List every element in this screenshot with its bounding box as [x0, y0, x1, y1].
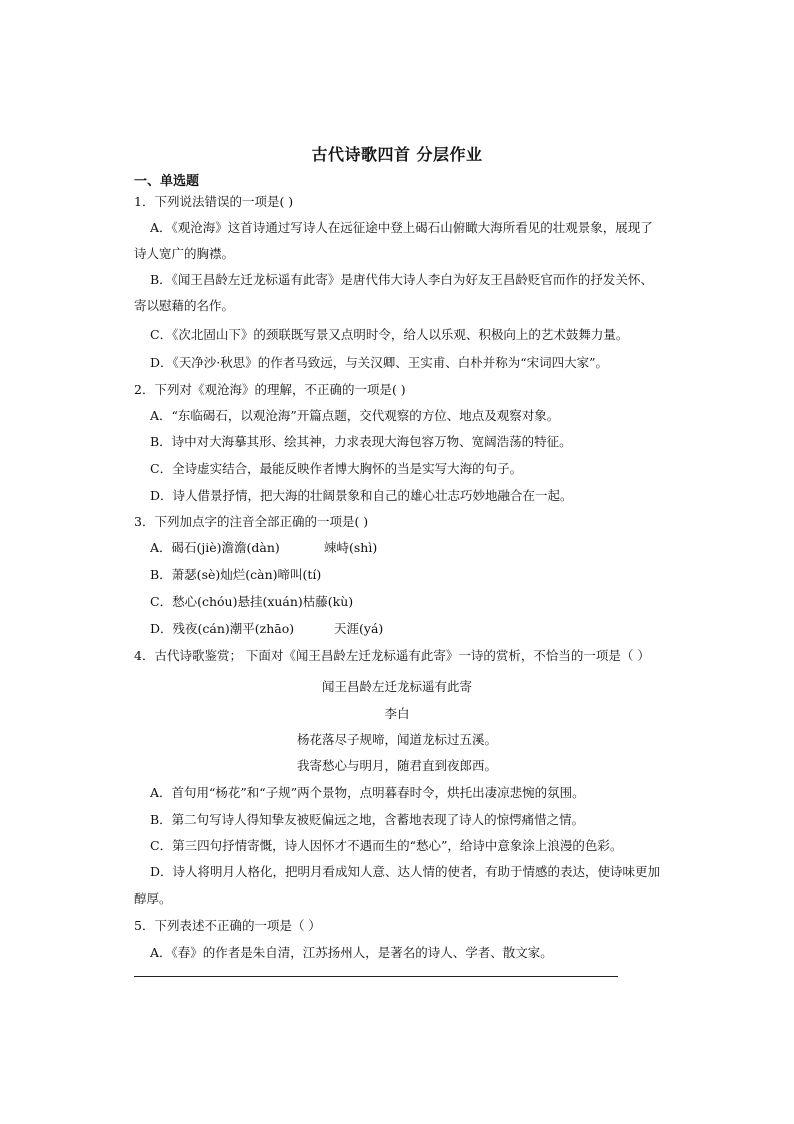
question-4-option-d: D．诗人将明月人格化，把明月看成知人意、达人情的使者，有助于情感的表达，使诗味更加 — [150, 864, 661, 879]
question-4-option-c: C．第三四句抒情寄慨，诗人因怀才不遇而生的“愁心”，给诗中意象涂上浪漫的色彩。 — [150, 838, 623, 853]
question-1-option-c: C．《次北固山下》的颈联既写景又点明时令，给人以乐观、积极向上的艺术鼓舞力量。 — [150, 327, 629, 342]
question-3-option-a-extra: 竦峙(shì) — [324, 540, 378, 555]
question-4-option-b: B．第二句写诗人得知挚友被贬偏远之地，含蓄地表现了诗人的惊愕痛惜之情。 — [150, 812, 585, 827]
question-2-option-d: D．诗人借景抒情，把大海的壮阔景象和自己的雄心壮志巧妙地融合在一起。 — [150, 488, 573, 503]
question-1-option-b-cont: 寄以慰藉的名作。 — [134, 298, 235, 313]
question-1-stem: 1．下列说法错误的一项是( ) — [134, 194, 294, 209]
question-5-stem: 5．下列表述不正确的一项是（ ） — [134, 918, 321, 933]
question-4-stem: 4．古代诗歌鉴赏； 下面对《闻王昌龄左迁龙标遥有此寄》一诗的赏析，不恰当的一项是（ ） — [134, 648, 650, 663]
question-3-option-d-extra: 天涯(yá) — [334, 621, 384, 636]
question-3-option-d: D．残夜(cán)潮平(zhāo) — [150, 621, 295, 636]
question-1-option-a-cont: 诗人宽广的胸襟。 — [134, 246, 235, 261]
page-title: 古代诗歌四首 分层作业 — [311, 145, 483, 164]
question-3-option-c: C．愁心(chóu)悬挂(xuán)枯藤(kù) — [150, 594, 354, 609]
question-2-stem: 2．下列对《观沧海》的理解，不正确的一项是( ) — [134, 382, 406, 397]
question-4-option-a: A．首句用“杨花”和“子规”两个景物，点明暮春时令，烘托出凄凉悲惋的氛围。 — [150, 785, 585, 800]
page-bottom-rule — [134, 976, 618, 977]
section-heading: 一、单选题 — [134, 174, 200, 189]
question-3-stem: 3．下列加点字的注音全部正确的一项是( ) — [134, 514, 369, 529]
question-2-option-a: A．“东临碣石，以观沧海”开篇点题，交代观察的方位、地点及观察对象。 — [150, 408, 560, 423]
poem-author: 李白 — [384, 706, 410, 721]
question-1-option-d: D．《天净沙·秋思》的作者马致远，与关汉卿、王实甫、白朴并称为“宋词四大家”。 — [150, 355, 609, 370]
question-1-option-b: B．《闻王昌龄左迁龙标遥有此寄》是唐代伟大诗人李白为好友王昌龄贬官而作的抒发关怀、 — [150, 272, 653, 287]
poem-line-2: 我寄愁心与明月，随君直到夜郎西。 — [296, 758, 497, 773]
question-3-option-b: B．萧瑟(sè)灿烂(càn)啼叫(tí) — [150, 567, 322, 582]
question-1-option-a: A．《观沧海》这首诗通过写诗人在远征途中登上碣石山俯瞰大海所看见的壮观景象，展现了 — [150, 220, 653, 235]
poem-line-1: 杨花落尽子规啼，闻道龙标过五溪。 — [296, 732, 497, 747]
question-2-option-b: B．诗中对大海摹其形、绘其神，力求表现大海包容万物、宽阔浩荡的特征。 — [150, 434, 572, 449]
poem-title: 闻王昌龄左迁龙标遥有此寄 — [321, 679, 472, 694]
question-3-option-a: A．碣石(jiè)澹澹(dàn) — [150, 540, 280, 555]
question-5-option-a: A．《春》的作者是朱自清，江苏扬州人，是著名的诗人、学者、散文家。 — [150, 945, 553, 960]
question-2-option-c: C．全诗虚实结合，最能反映作者博大胸怀的当是实写大海的句子。 — [150, 461, 523, 476]
question-4-option-d-cont: 醇厚。 — [134, 891, 172, 906]
